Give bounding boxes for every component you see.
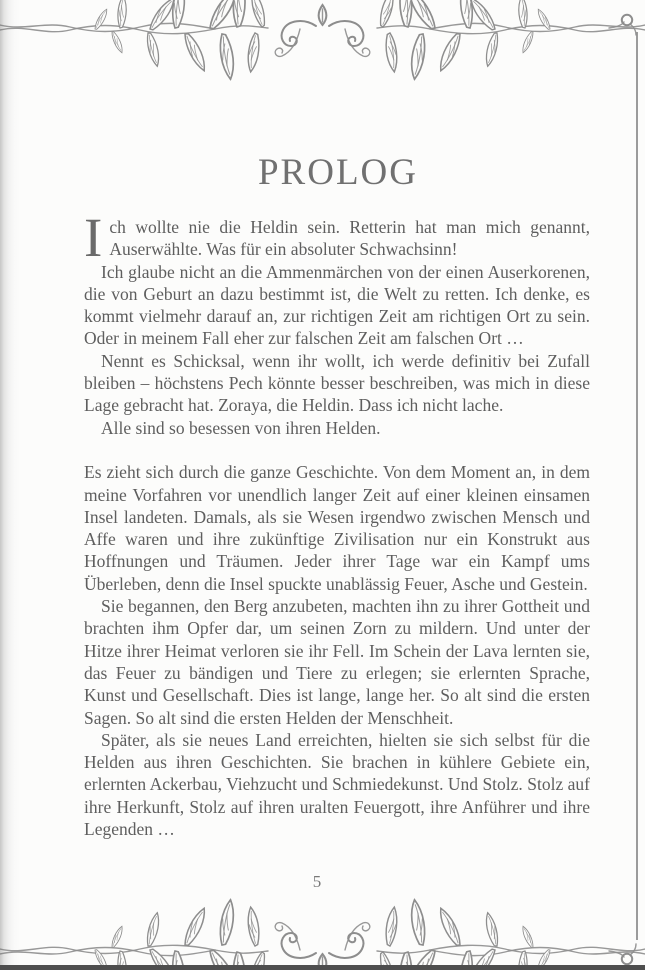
paragraph: Ich glaube nicht an die Ammenmärchen von der einen Auserkorenen, die von Geburt an dazu bestimmt ist, die Welt zu retten. Ich denke, es kommt vielmehr darauf an, zur richtigen Zeit am richtigen Ort zu sein. Oder in meinem Fall eher zur falschen Zeit am falschen Ort … bbox=[84, 261, 590, 349]
drop-cap: I bbox=[84, 207, 103, 268]
paragraph: Sie begannen, den Berg anzubeten, machten ihn zu ihrer Gottheit und brachten ihm Opfer dar, um seinen Zorn zu mildern. Und unter der Hitze ihrer Heimat verloren sie ihr Fell. Im Schein der Lava lernten sie, das Feuer zu bändigen und Tiere zu erlegen; sie erlernten Sprache, Kunst und Gesellschaft. Dies ist lange, lange her. So alt sind die ersten Sagen. So alt sind die ersten Helden der Menschheit. bbox=[84, 596, 590, 728]
prologue-text bbox=[84, 207, 590, 840]
paragraph-text: ch wollte nie die Heldin sein. Retterin hat man mich genannt, Auserwählte. Was für ein absoluter Schwachsinn! bbox=[109, 217, 590, 260]
left-edge-shadow bbox=[0, 0, 20, 970]
paragraph: Nennt es Schicksal, wenn ihr wollt, ich werde definitiv bei Zufall bleiben – höchstens Pech könnte besser beschreiben, was mich in diese Lage gebracht hat. Zoraya, die Heldin. Dass ich nicht lache. bbox=[84, 350, 590, 416]
floral-ornament-top-icon bbox=[0, 0, 645, 96]
page-number: 5 bbox=[312, 872, 322, 891]
floral-ornament-bottom-icon bbox=[0, 883, 645, 970]
page-border-right bbox=[636, 32, 638, 940]
paragraph bbox=[84, 207, 590, 268]
page-title: PROLOG bbox=[257, 151, 419, 193]
paragraph: Es zieht sich durch die ganze Geschichte. Von dem Moment an, in dem meine Vorfahren vor unendlich langer Zeit auf einer kleinen einsamen Insel landeten. Damals, als sie Wesen irgendwo zwischen Mensch und Affe waren und ihre zukünftige Zivilisation nur ein Konstrukt aus Hoffnungen und Träumen. Jeder ihrer Tage war ein Kampf ums Überleben, denn die Insel spuckte unablässig Feuer, Asche und Gestein. bbox=[84, 462, 590, 594]
paragraph: Später, als sie neues Land erreichten, hielten sie sich selbst für die Helden aus ihren Geschichten. Sie brachen in kühlere Gebiete ein, erlernten Ackerbau, Viehzucht und Schmiedekunst. Und Stolz. Stolz auf ihre Herkunft, Stolz auf ihren uralten Feuergott, ihre Anführer und ihre Legenden … bbox=[84, 729, 590, 840]
page-bottom-edge bbox=[0, 965, 645, 970]
paragraph: Alle sind so besessen von ihren Helden. bbox=[101, 417, 381, 438]
